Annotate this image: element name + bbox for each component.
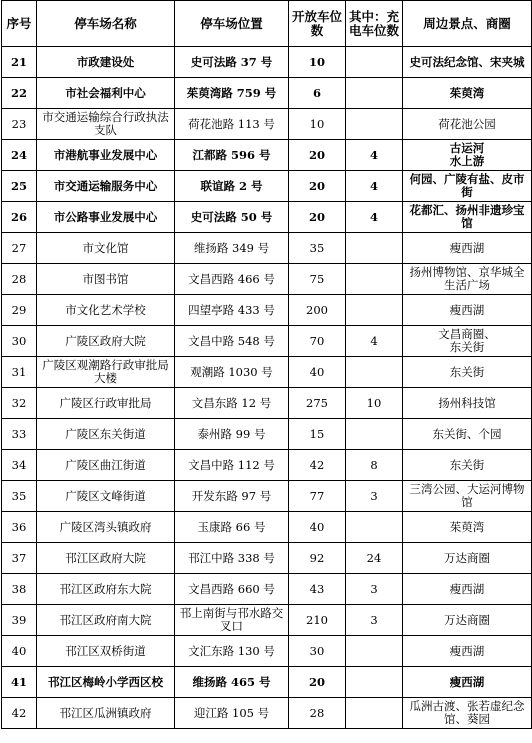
cell-name: 广陵区湾头镇政府 (37, 512, 175, 543)
cell-seq: 30 (2, 326, 37, 357)
cell-nearby: 何园、广陵有盐、皮市街 (403, 171, 532, 202)
cell-spaces: 77 (289, 481, 346, 512)
cell-name: 广陵区行政审批局 (37, 388, 175, 419)
cell-name: 市社会福利中心 (37, 78, 175, 109)
cell-spaces: 43 (289, 574, 346, 605)
cell-name: 邗江区政府东大院 (37, 574, 175, 605)
cell-location: 茱萸湾路 759 号 (175, 78, 289, 109)
cell-charging (346, 47, 403, 78)
cell-name: 市交通运输综合行政执法支队 (37, 109, 175, 140)
cell-nearby: 古运河 水上游 (403, 140, 532, 171)
cell-charging: 3 (346, 481, 403, 512)
table-row (2, 47, 532, 78)
table-row (2, 667, 532, 698)
table-row (2, 233, 532, 264)
table-row (2, 512, 532, 543)
cell-nearby: 万达商圈 (403, 543, 532, 574)
table-row (2, 202, 532, 233)
cell-location: 泰州路 99 号 (175, 419, 289, 450)
cell-location: 文昌西路 660 号 (175, 574, 289, 605)
cell-nearby: 东关街 (403, 357, 532, 388)
cell-spaces: 210 (289, 605, 346, 636)
cell-location: 四望亭路 433 号 (175, 295, 289, 326)
cell-charging (346, 667, 403, 698)
table-row (2, 78, 532, 109)
cell-location: 江都路 596 号 (175, 140, 289, 171)
cell-name: 广陵区东关街道 (37, 419, 175, 450)
header-spaces: 开放车位数 (289, 1, 346, 47)
cell-charging (346, 295, 403, 326)
cell-seq: 37 (2, 543, 37, 574)
cell-spaces: 20 (289, 202, 346, 233)
cell-charging: 24 (346, 543, 403, 574)
cell-name: 市文化馆 (37, 233, 175, 264)
cell-spaces: 28 (289, 698, 346, 729)
header-charging: 其中：充电车位数 (346, 1, 403, 47)
cell-spaces: 92 (289, 543, 346, 574)
cell-nearby: 茱萸湾 (403, 78, 532, 109)
table-row (2, 636, 532, 667)
cell-charging (346, 264, 403, 295)
cell-charging: 4 (346, 326, 403, 357)
parking-table (1, 0, 532, 729)
cell-charging: 4 (346, 202, 403, 233)
cell-spaces: 40 (289, 357, 346, 388)
cell-charging (346, 419, 403, 450)
cell-charging (346, 512, 403, 543)
cell-charging (346, 233, 403, 264)
cell-nearby: 东关街、个园 (403, 419, 532, 450)
header-name: 停车场名称 (37, 1, 175, 47)
cell-seq: 31 (2, 357, 37, 388)
cell-spaces: 35 (289, 233, 346, 264)
cell-charging: 3 (346, 605, 403, 636)
cell-name: 市港航事业发展中心 (37, 140, 175, 171)
cell-spaces: 10 (289, 109, 346, 140)
cell-name: 市文化艺术学校 (37, 295, 175, 326)
cell-seq: 34 (2, 450, 37, 481)
cell-spaces: 20 (289, 140, 346, 171)
cell-nearby: 扬州博物馆、京华城全生活广场 (403, 264, 532, 295)
cell-seq: 36 (2, 512, 37, 543)
cell-location: 开发东路 97 号 (175, 481, 289, 512)
table-row (2, 481, 532, 512)
cell-location: 史可法路 50 号 (175, 202, 289, 233)
cell-spaces: 15 (289, 419, 346, 450)
cell-spaces: 10 (289, 47, 346, 78)
cell-charging: 4 (346, 140, 403, 171)
cell-charging (346, 78, 403, 109)
cell-spaces: 20 (289, 171, 346, 202)
cell-name: 邗江区瓜洲镇政府 (37, 698, 175, 729)
cell-location: 观潮路 1030 号 (175, 357, 289, 388)
table-body (2, 47, 532, 729)
cell-seq: 40 (2, 636, 37, 667)
cell-nearby: 花都汇、扬州非遗珍宝馆 (403, 202, 532, 233)
cell-location: 文昌中路 112 号 (175, 450, 289, 481)
header-location: 停车场位置 (175, 1, 289, 47)
cell-charging: 3 (346, 574, 403, 605)
cell-spaces: 75 (289, 264, 346, 295)
cell-spaces: 30 (289, 636, 346, 667)
table-row (2, 388, 532, 419)
cell-seq: 38 (2, 574, 37, 605)
cell-name: 邗江区政府南大院 (37, 605, 175, 636)
cell-charging (346, 357, 403, 388)
cell-location: 维扬路 465 号 (175, 667, 289, 698)
cell-name: 市图书馆 (37, 264, 175, 295)
cell-nearby: 瘦西湖 (403, 636, 532, 667)
cell-spaces: 42 (289, 450, 346, 481)
table-row (2, 543, 532, 574)
cell-location: 文昌西路 466 号 (175, 264, 289, 295)
cell-name: 广陵区政府大院 (37, 326, 175, 357)
cell-seq: 22 (2, 78, 37, 109)
table-row (2, 419, 532, 450)
cell-seq: 25 (2, 171, 37, 202)
table-row (2, 140, 532, 171)
cell-name: 市公路事业发展中心 (37, 202, 175, 233)
cell-name: 邗江区梅岭小学西区校 (37, 667, 175, 698)
cell-location: 文昌东路 12 号 (175, 388, 289, 419)
cell-nearby: 史可法纪念馆、宋夹城 (403, 47, 532, 78)
cell-location: 文昌中路 548 号 (175, 326, 289, 357)
table-row (2, 109, 532, 140)
cell-nearby: 瘦西湖 (403, 295, 532, 326)
table-row (2, 574, 532, 605)
cell-charging: 4 (346, 171, 403, 202)
cell-charging: 8 (346, 450, 403, 481)
cell-seq: 24 (2, 140, 37, 171)
cell-nearby: 万达商圈 (403, 605, 532, 636)
cell-seq: 32 (2, 388, 37, 419)
cell-location: 史可法路 37 号 (175, 47, 289, 78)
cell-seq: 41 (2, 667, 37, 698)
cell-charging (346, 698, 403, 729)
header-row (2, 1, 532, 47)
table-row (2, 326, 532, 357)
cell-nearby: 荷花池公园 (403, 109, 532, 140)
cell-spaces: 70 (289, 326, 346, 357)
cell-seq: 27 (2, 233, 37, 264)
table-row (2, 357, 532, 388)
cell-name: 市政建设处 (37, 47, 175, 78)
cell-seq: 33 (2, 419, 37, 450)
cell-spaces: 6 (289, 78, 346, 109)
cell-nearby: 瘦西湖 (403, 233, 532, 264)
cell-location: 邗江中路 338 号 (175, 543, 289, 574)
header-seq: 序号 (2, 1, 37, 47)
cell-seq: 29 (2, 295, 37, 326)
cell-seq: 39 (2, 605, 37, 636)
header-nearby: 周边景点、商圈 (403, 1, 532, 47)
cell-name: 邗江区政府大院 (37, 543, 175, 574)
cell-seq: 28 (2, 264, 37, 295)
table-row (2, 171, 532, 202)
cell-seq: 23 (2, 109, 37, 140)
cell-nearby: 三湾公园、大运河博物馆 (403, 481, 532, 512)
cell-location: 荷花池路 113 号 (175, 109, 289, 140)
cell-charging (346, 636, 403, 667)
cell-charging (346, 109, 403, 140)
table-row (2, 264, 532, 295)
cell-seq: 42 (2, 698, 37, 729)
table-row (2, 698, 532, 729)
cell-location: 玉康路 66 号 (175, 512, 289, 543)
cell-spaces: 275 (289, 388, 346, 419)
cell-seq: 35 (2, 481, 37, 512)
cell-spaces: 200 (289, 295, 346, 326)
cell-name: 广陵区文峰街道 (37, 481, 175, 512)
cell-nearby: 扬州科技馆 (403, 388, 532, 419)
cell-seq: 26 (2, 202, 37, 233)
cell-name: 市交通运输服务中心 (37, 171, 175, 202)
cell-name: 广陵区观潮路行政审批局大楼 (37, 357, 175, 388)
cell-spaces: 20 (289, 667, 346, 698)
cell-location: 迎江路 105 号 (175, 698, 289, 729)
cell-nearby: 瘦西湖 (403, 667, 532, 698)
table-row (2, 295, 532, 326)
cell-nearby: 瓜洲古渡、张若虚纪念馆、葵园 (403, 698, 532, 729)
cell-location: 文汇东路 130 号 (175, 636, 289, 667)
cell-nearby: 茱萸湾 (403, 512, 532, 543)
cell-seq: 21 (2, 47, 37, 78)
cell-nearby: 文昌商圈、 东关街 (403, 326, 532, 357)
cell-nearby: 东关街 (403, 450, 532, 481)
cell-charging: 10 (346, 388, 403, 419)
cell-name: 邗江区双桥街道 (37, 636, 175, 667)
table-row (2, 450, 532, 481)
cell-location: 维扬路 349 号 (175, 233, 289, 264)
table-row (2, 605, 532, 636)
cell-location: 联谊路 2 号 (175, 171, 289, 202)
cell-nearby: 瘦西湖 (403, 574, 532, 605)
cell-name: 广陵区曲江街道 (37, 450, 175, 481)
cell-location: 邗上南街与邗水路交叉口 (175, 605, 289, 636)
cell-spaces: 40 (289, 512, 346, 543)
